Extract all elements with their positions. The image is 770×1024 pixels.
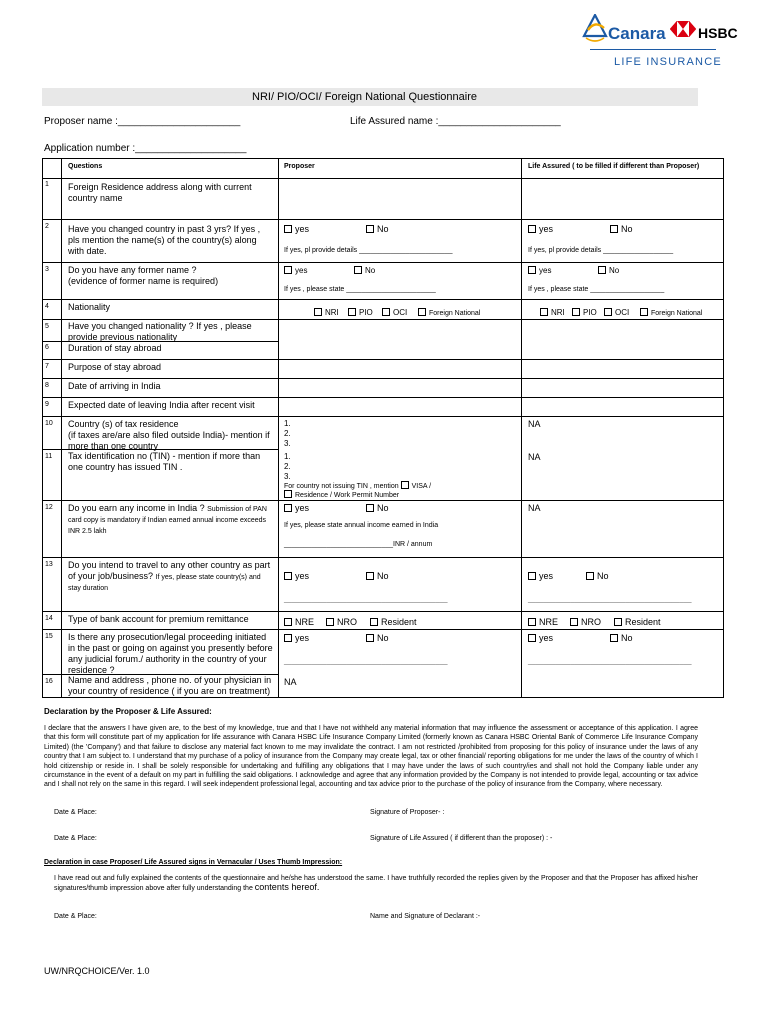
page-title: NRI/ PIO/OCI/ Foreign National Questionnaire [252,91,477,103]
list-number: 1. [284,452,291,461]
logo-brand-hsbc: HSBC [698,25,738,41]
row-number: 3 [45,266,49,273]
header-proposer: Proposer [284,163,315,170]
na-value: NA [528,452,541,462]
question-text: Have you changed nationality ? If yes , please provide previous nationality [68,321,252,342]
checkbox-pio[interactable]: PIO [572,308,597,318]
declaration-text: I declare that the answers I have given are, to the best of my knowledge, true and that I have not withheld any material information that may influence the assessment or acceptance of this application. I agree that this form will constitute part of my application for life assurance with Canara HSBC Life Insurance Company Limited (formerly known as Canara HSBC Oriental Bank of Commerce Life Insurance Company Limited) (the 'Company') and that failure to disclose any material fact known to me may invalidate the contract. I am not restricted /prohibited from proposing for this policy of insurance under the laws of any country that I am subject to. I understand that my purchase of a policy of insurance from the Company may create legal, tax or other financial/ reporting obligations for me under the laws of the country of which I hold citizenship or reside in. I shall be solely responsible for undertaking and fulfilling any obligations that I may have under the laws of such country/ies and shall not hold the Company liable under any circumstance in the event of a default on my part in fulfilling the said obligations. I acknowledge and agree that any information provided by the Company is not intended to provide legal, accounting or tax advice and I shall not rely on the same in this regard. I will seek independent professional legal, accounting and tax advice prior to the purchase of the policy of insurance from the Company, where necessary. [44,725,698,789]
vernacular-heading: Declaration in case Proposer/ Life Assured signs in Vernacular / Uses Thumb Impression: [44,859,343,866]
checkbox-yes[interactable]: yes [284,266,307,276]
details-line[interactable]: __________________________________________ [284,596,448,603]
row-number: 9 [45,401,49,408]
checkbox-no[interactable]: No [366,571,389,582]
row-number: 14 [45,615,53,622]
question-text: (evidence of former name is required) [68,276,219,286]
details-line[interactable]: __________________________________________ [284,658,448,665]
checkbox-residence-permit[interactable]: Residence / Work Permit Number [284,491,399,500]
footer-form-code: UW/NRQCHOICE/Ver. 1.0 [44,966,150,976]
tin-note: For country not issuing TIN , mention VISA / [284,483,432,490]
question-text: Expected date of leaving India after recent visit [68,400,255,410]
checkbox-no[interactable]: No [598,266,619,276]
row-number: 13 [45,561,53,568]
list-number: 2. [284,429,291,438]
checkbox-nre[interactable]: NRE [528,617,558,628]
na-value: NA [284,677,297,687]
checkbox-oci[interactable]: OCI [604,308,629,318]
row-number: 12 [45,504,53,511]
question-text: Do you earn any income in India ? Submission of PAN card copy is mandatory if Indian earned annual income exceeds INR 2.5 lakh [68,503,267,535]
question-text: (if taxes are/are also filed outside India)- mention if more than one country [68,430,270,451]
proposer-name-field[interactable]: Proposer name :______________________ [44,116,241,127]
declarant-signature-label: Name and Signature of Declarant :- [370,913,481,920]
row-number: 2 [45,223,49,230]
checkbox-oci[interactable]: OCI [382,308,407,318]
question-text: Nationality [68,302,111,312]
state-field[interactable]: If yes , please state ___________________ [528,286,665,293]
logo-brand-canara: Canara [608,24,666,43]
checkbox-no[interactable]: No [366,503,389,514]
checkbox-visa[interactable] [401,481,409,489]
checkbox-foreign-national[interactable]: Foreign National [640,309,702,318]
signature-proposer-label: Signature of Proposer- : [370,809,445,816]
application-number-field[interactable]: Application number :____________________ [44,143,247,154]
checkbox-resident[interactable]: Resident [614,617,661,628]
question-text: Is there any prosecution/legal proceeding initiated in the past or going on against you presently before any judicial forum./ authority in the country of your residence ? [68,632,273,675]
question-text: Tax identification no (TIN) - mention if more than one country has issued TIN . [68,451,261,472]
checkbox-nro[interactable]: NRO [326,617,357,628]
details-line[interactable]: __________________________________________ [528,596,692,603]
row-number: 1 [45,181,49,188]
row-number: 6 [45,344,49,351]
declaration-heading: Declaration by the Proposer & Life Assured: [44,707,212,716]
list-number: 2. [284,462,291,471]
row-number: 11 [45,453,53,460]
date-place-label: Date & Place: [54,835,97,842]
question-text: Have you changed country in past 3 yrs? If yes , pls mention the name(s) of the country(s) along with date. [68,224,261,256]
date-place-label: Date & Place: [54,913,97,920]
signature-life-assured-label: Signature of Life Assured ( if different than the proposer) : - [370,835,553,842]
checkbox-nre[interactable]: NRE [284,617,314,628]
question-text: Do you intend to travel to any other country as part of your job/business? If yes, please state country(s) and stay duration [68,560,271,592]
checkbox-pio[interactable]: PIO [348,308,373,318]
vernacular-text: I have read out and fully explained the contents of the questionnaire and he/she has understood the same. I have truthfully recorded the replies given by the Proposer and that the Proposer has affixed his/her signatures/thumb impression above after fully understanding the contents hereof. [54,875,698,893]
checkbox-yes[interactable]: yes [284,633,309,644]
checkbox-no[interactable]: No [610,224,633,235]
date-place-label: Date & Place: [54,809,97,816]
checkbox-no[interactable]: No [366,224,389,235]
row-number: 5 [45,323,49,330]
hsbc-hexagon-icon [670,21,696,37]
question-text: Name and address , phone no. of your physician in your country of residence ( if you are on treatment) [68,675,272,696]
details-field[interactable]: If yes, pl provide details __________________ [528,247,674,254]
checkbox-no[interactable]: No [354,266,375,276]
checkbox-foreign-national[interactable]: Foreign National [418,309,480,318]
income-note: If yes, please state annual income earned in India [284,522,439,529]
checkbox-no[interactable]: No [610,633,633,644]
checkbox-nri[interactable]: NRI [314,308,339,318]
checkbox-yes[interactable]: yes [528,266,551,276]
state-field[interactable]: If yes , please state _______________________ [284,286,436,293]
checkbox-yes[interactable]: yes [528,224,553,235]
list-number: 3. [284,439,291,448]
question-text: Type of bank account for premium remittance [68,614,249,624]
checkbox-yes[interactable]: yes [284,503,309,514]
checkbox-yes[interactable]: yes [284,224,309,235]
row-number: 4 [45,303,49,310]
income-field[interactable]: ____________________________INR / annum [284,541,433,548]
question-text: Purpose of stay abroad [68,362,162,372]
checkbox-nri[interactable]: NRI [540,308,565,318]
row-number: 8 [45,382,49,389]
question-text: Date of arriving in India [68,381,161,391]
checkbox-nro[interactable]: NRO [570,617,601,628]
logo-tagline: LIFE INSURANCE [614,56,722,68]
canara-swirl-icon [582,14,608,44]
question-text: Foreign Residence address along with current country name [68,182,252,203]
list-number: 1. [284,419,291,428]
header-life-assured: Life Assured ( to be filled if different than Proposer) [528,163,700,170]
logo-divider [590,49,716,50]
row-number: 7 [45,363,49,370]
na-value: NA [528,419,541,429]
question-text: Do you have any former name ? [68,265,197,275]
row-number: 10 [45,420,53,427]
question-text: Country (s) of tax residence [68,419,179,429]
checkbox-yes[interactable]: yes [284,571,309,582]
checkbox-yes[interactable]: yes [528,633,553,644]
details-line[interactable]: __________________________________________ [528,658,692,665]
list-number: 3. [284,472,291,481]
header-questions: Questions [68,163,103,170]
checkbox-yes[interactable]: yes [528,571,553,582]
na-value: NA [528,503,541,513]
checkbox-no[interactable]: No [366,633,389,644]
company-logo [578,14,738,74]
checkbox-no[interactable]: No [586,571,609,582]
row-number: 16 [45,678,53,685]
row-number: 15 [45,633,53,640]
question-text: Duration of stay abroad [68,343,162,353]
life-assured-name-field[interactable]: Life Assured name :______________________ [350,116,561,127]
details-field[interactable]: If yes, pl provide details ________________________ [284,247,453,254]
checkbox-resident[interactable]: Resident [370,617,417,628]
